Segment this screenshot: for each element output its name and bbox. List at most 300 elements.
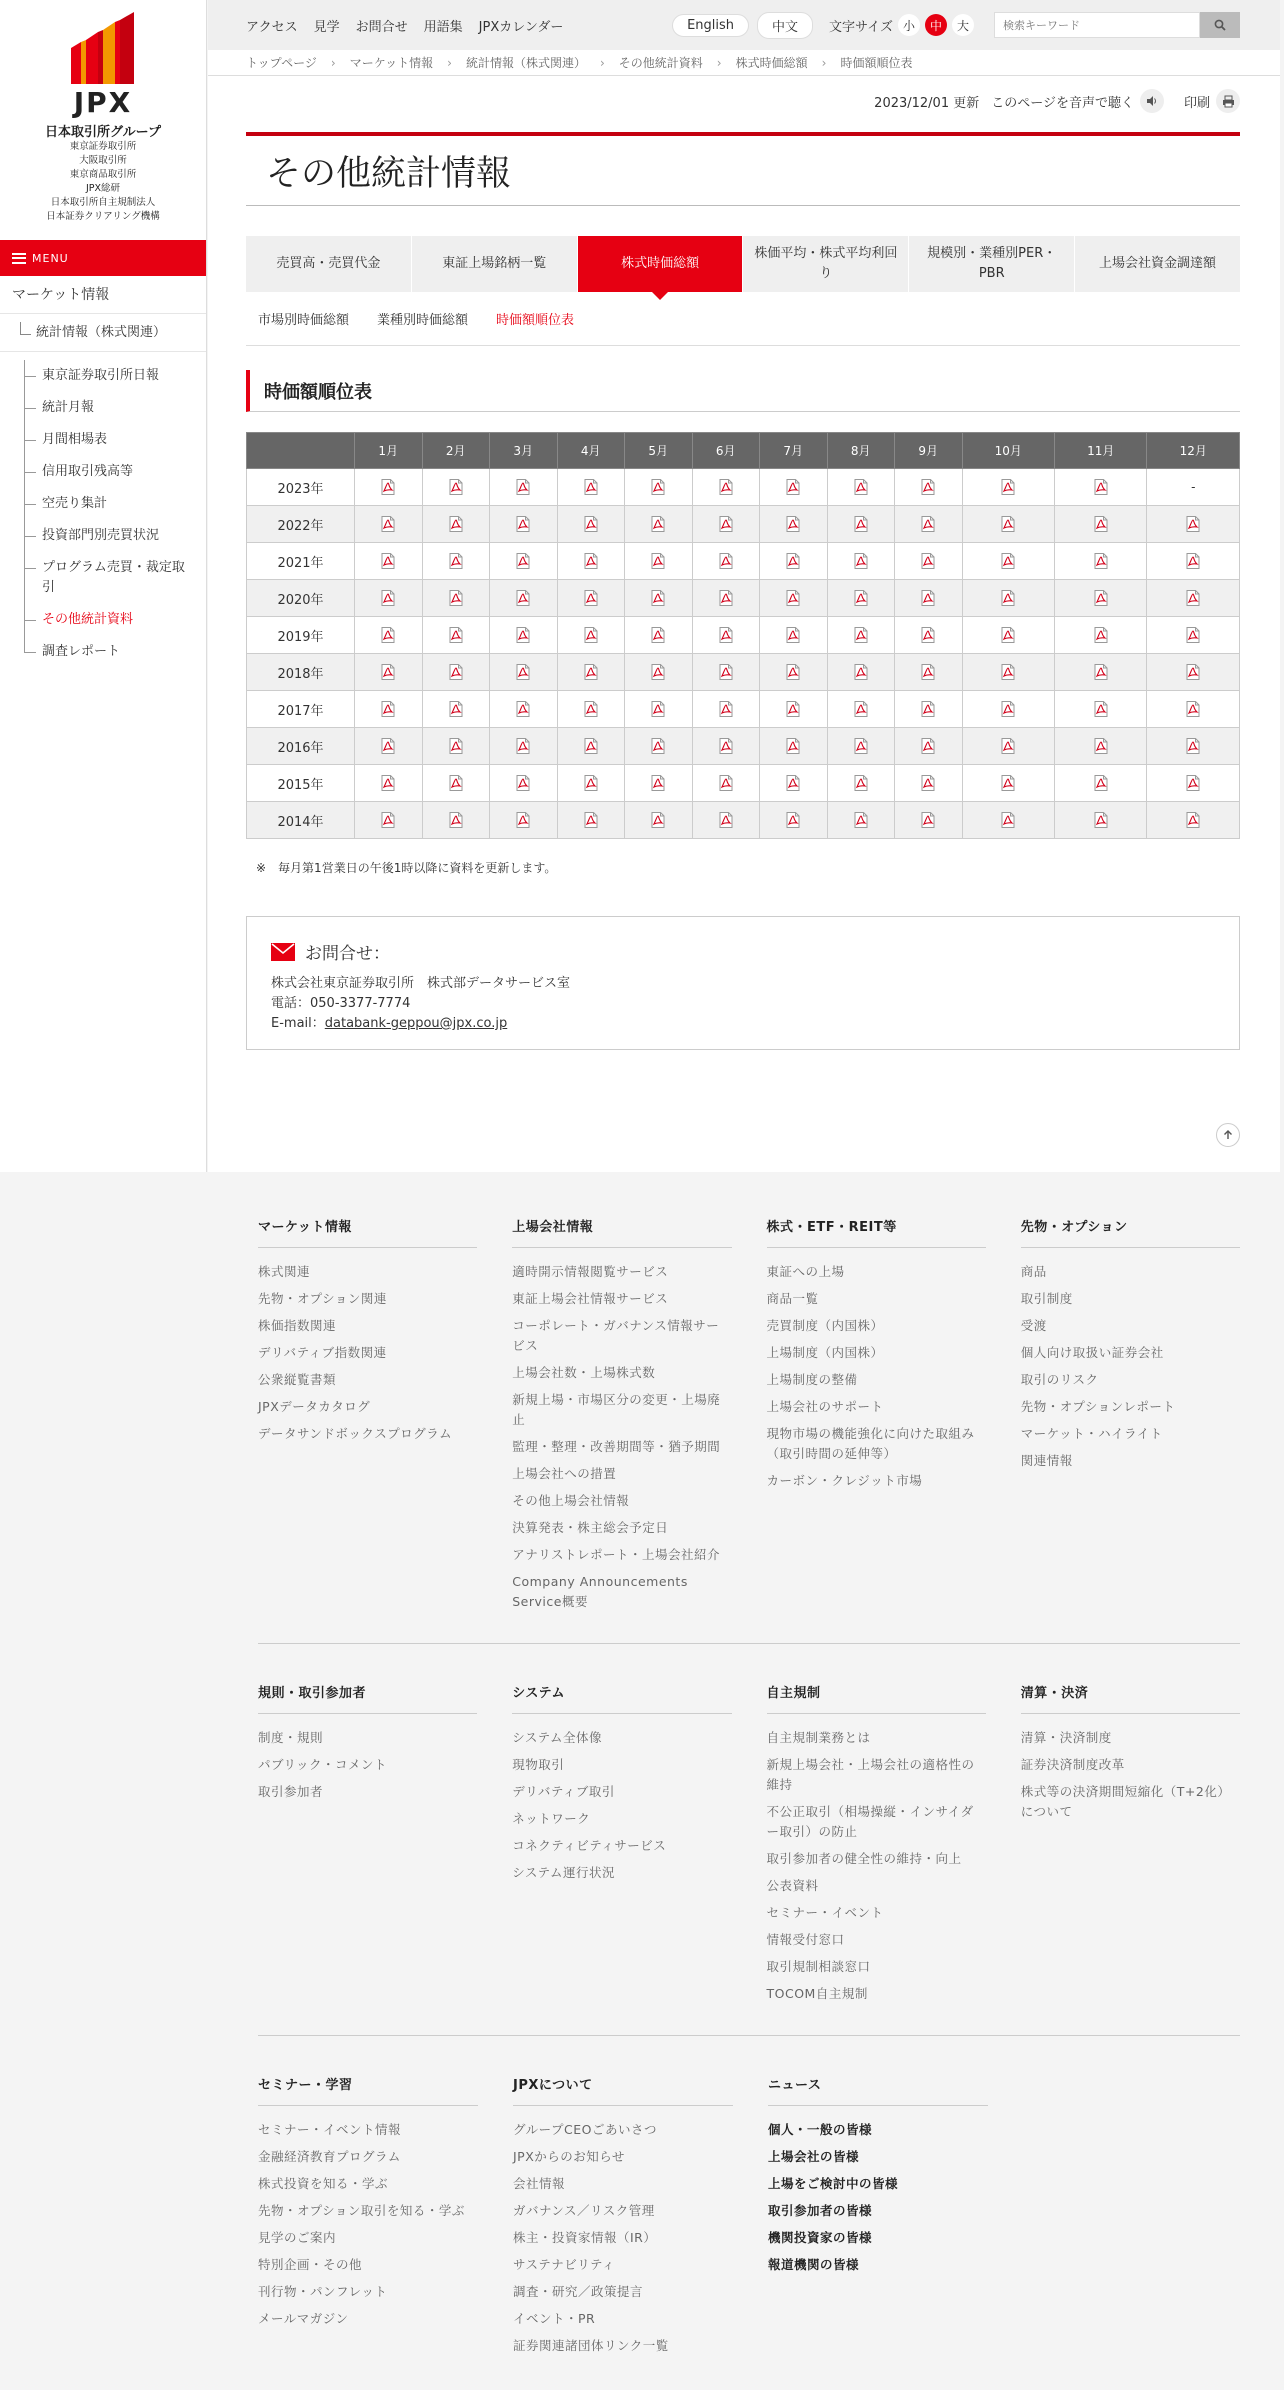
pdf-icon[interactable] xyxy=(1001,590,1015,606)
pdf-icon[interactable] xyxy=(651,590,665,606)
pdf-icon[interactable] xyxy=(719,812,733,828)
pdf-icon[interactable] xyxy=(449,553,463,569)
pdf-cell xyxy=(355,506,423,543)
footer-link[interactable]: 会社情報 xyxy=(513,2176,566,2191)
search-button[interactable] xyxy=(1200,12,1240,38)
table-row xyxy=(247,765,1240,802)
footer-link[interactable]: 取引参加者 xyxy=(258,1784,324,1799)
sub-tab[interactable]: 業種別時価総額 xyxy=(377,313,469,328)
pdf-icon[interactable] xyxy=(651,516,665,532)
pdf-icon[interactable] xyxy=(449,590,463,606)
footer-link[interactable]: 情報受付窓口 xyxy=(766,1932,845,1947)
pdf-icon[interactable] xyxy=(449,516,463,532)
pdf-cell xyxy=(490,617,558,654)
breadcrumb-item[interactable]: マーケット情報 xyxy=(349,56,434,70)
pdf-icon[interactable] xyxy=(786,627,800,643)
footer-link[interactable]: 上場制度の整備 xyxy=(766,1372,858,1387)
sub-tab[interactable]: 市場別時価総額 xyxy=(258,313,350,328)
contact-org: 株式会社東京証券取引所 株式部データサービス室 xyxy=(271,976,571,991)
pdf-icon[interactable] xyxy=(381,479,395,495)
footer-link[interactable]: システム全体像 xyxy=(512,1730,603,1745)
footer-link[interactable]: 株主・投資家情報（IR） xyxy=(513,2230,657,2245)
footer-heading[interactable]: 上場会社情報 xyxy=(512,1202,731,1248)
month-header: 8月 xyxy=(827,433,895,469)
pdf-icon[interactable] xyxy=(719,590,733,606)
speaker-icon[interactable] xyxy=(1140,89,1164,113)
printer-icon[interactable] xyxy=(1216,89,1240,113)
table-row xyxy=(247,543,1240,580)
side-nav-item-label: 投資部門別売買状況 xyxy=(42,528,160,543)
pdf-icon[interactable] xyxy=(1001,627,1015,643)
footer-link[interactable]: 商品一覧 xyxy=(766,1291,819,1306)
pdf-icon[interactable] xyxy=(584,775,598,791)
pdf-icon[interactable] xyxy=(584,479,598,495)
pdf-icon[interactable] xyxy=(381,516,395,532)
pdf-icon[interactable] xyxy=(516,553,530,569)
pdf-icon[interactable] xyxy=(381,701,395,717)
footer-link[interactable]: ガバナンス／リスク管理 xyxy=(513,2203,655,2218)
pdf-icon[interactable] xyxy=(719,516,733,532)
footer-heading[interactable]: ニュース xyxy=(768,2060,988,2106)
pdf-icon[interactable] xyxy=(1186,812,1200,828)
side-nav-item[interactable] xyxy=(0,360,206,392)
side-nav-item-label: 空売り集計 xyxy=(42,496,108,511)
pdf-icon[interactable] xyxy=(1001,479,1015,495)
pdf-icon[interactable] xyxy=(584,516,598,532)
pdf-icon[interactable] xyxy=(921,812,935,828)
footer-link[interactable]: 東証への上場 xyxy=(766,1264,845,1279)
footer-link[interactable]: 監理・整理・改善期間等・猶予期間 xyxy=(512,1439,721,1454)
pdf-icon[interactable] xyxy=(449,627,463,643)
side-nav-item-label: 東京証券取引所日報 xyxy=(42,368,160,383)
pdf-cell xyxy=(355,469,423,506)
footer-link[interactable]: 個人向け取扱い証券会社 xyxy=(1020,1345,1164,1360)
pdf-cell xyxy=(895,765,963,802)
footer-heading[interactable]: 規則・取引参加者 xyxy=(258,1668,477,1714)
side-nav-item[interactable] xyxy=(0,392,206,424)
pdf-icon[interactable] xyxy=(449,738,463,754)
footer-heading[interactable]: 自主規制 xyxy=(767,1668,986,1714)
pdf-icon[interactable] xyxy=(1094,775,1108,791)
footer-heading[interactable]: セミナー・学習 xyxy=(258,2060,478,2106)
pdf-cell xyxy=(760,617,828,654)
font-size-medium-button[interactable]: 中 xyxy=(925,14,947,36)
footer-link[interactable]: 決算発表・株主総会予定日 xyxy=(512,1520,669,1535)
pdf-icon[interactable] xyxy=(786,701,800,717)
back-to-top-button[interactable] xyxy=(1216,1123,1240,1147)
year-cell: 2020年 xyxy=(247,580,355,617)
pdf-icon[interactable] xyxy=(449,812,463,828)
footer-heading[interactable]: 清算・決済 xyxy=(1021,1668,1240,1714)
pdf-icon[interactable] xyxy=(1001,775,1015,791)
pdf-icon[interactable] xyxy=(921,627,935,643)
pdf-icon[interactable] xyxy=(1001,812,1015,828)
pdf-icon[interactable] xyxy=(1186,553,1200,569)
footer-link[interactable]: 証券決済制度改革 xyxy=(1020,1757,1125,1772)
category-tab[interactable]: 株式時価総額 xyxy=(578,236,743,292)
footer-link[interactable]: 調査・研究／政策提言 xyxy=(513,2284,644,2299)
pdf-icon[interactable] xyxy=(381,553,395,569)
month-header: 4月 xyxy=(557,433,625,469)
footer-link[interactable]: 上場会社のサポート xyxy=(766,1399,884,1414)
pdf-cell xyxy=(1054,617,1146,654)
footer-link[interactable]: 上場制度（内国株） xyxy=(766,1345,884,1360)
pdf-icon[interactable] xyxy=(1186,738,1200,754)
pdf-icon[interactable] xyxy=(1094,664,1108,680)
side-nav-subsection[interactable]: 統計情報（株式関連） xyxy=(0,314,206,352)
pdf-icon[interactable] xyxy=(516,590,530,606)
category-tab[interactable]: 規模別・業種別PER・PBR xyxy=(909,236,1074,292)
contact-heading-text: お問合せ： xyxy=(305,944,390,964)
breadcrumb-item[interactable]: 統計情報（株式関連） xyxy=(465,56,586,70)
footer-link[interactable]: 東証上場会社情報サービス xyxy=(512,1291,669,1306)
pdf-cell xyxy=(827,543,895,580)
footer-link[interactable]: 取引規制相談窓口 xyxy=(766,1959,871,1974)
pdf-icon[interactable] xyxy=(921,479,935,495)
footer-heading[interactable]: 先物・オプション xyxy=(1021,1202,1240,1248)
footer-link[interactable]: 特別企画・その他 xyxy=(258,2257,363,2272)
pdf-icon[interactable] xyxy=(854,738,868,754)
pdf-icon[interactable] xyxy=(921,775,935,791)
pdf-icon[interactable] xyxy=(719,775,733,791)
breadcrumb-item[interactable]: 株式時価総額 xyxy=(735,56,808,70)
footer-link[interactable]: 現物市場の機能強化に向けた取組み（取引時間の延伸等） xyxy=(766,1426,975,1461)
pdf-icon[interactable] xyxy=(1186,516,1200,532)
footer-link[interactable]: TOCOM自主規制 xyxy=(766,1986,868,2001)
pdf-icon[interactable] xyxy=(921,701,935,717)
category-tab[interactable]: 売買高・売買代金 xyxy=(246,236,411,292)
pdf-cell xyxy=(962,506,1054,543)
print-link[interactable]: 印刷 xyxy=(1183,95,1210,111)
pdf-icon[interactable] xyxy=(1001,553,1015,569)
pdf-icon[interactable] xyxy=(786,812,800,828)
pdf-icon[interactable] xyxy=(381,812,395,828)
pdf-icon[interactable] xyxy=(786,590,800,606)
pdf-cell xyxy=(1147,802,1240,839)
footer-link[interactable]: 上場をご検討中の皆様 xyxy=(768,2176,899,2191)
pdf-icon[interactable] xyxy=(1094,590,1108,606)
pdf-icon[interactable] xyxy=(516,627,530,643)
pdf-icon[interactable] xyxy=(449,664,463,680)
pdf-icon[interactable] xyxy=(854,516,868,532)
category-tab[interactable]: 東証上場銘柄一覧 xyxy=(412,236,577,292)
pdf-icon[interactable] xyxy=(651,738,665,754)
pdf-icon[interactable] xyxy=(584,738,598,754)
pdf-cell xyxy=(760,543,828,580)
footer-link[interactable]: 取引制度 xyxy=(1020,1291,1073,1306)
footer-column xyxy=(512,1668,731,2011)
utility-link[interactable]: JPXカレンダー xyxy=(478,19,564,35)
side-nav-item-label: 調査レポート xyxy=(42,644,121,659)
pdf-icon[interactable] xyxy=(1094,553,1108,569)
breadcrumb-item[interactable]: トップページ xyxy=(246,56,317,70)
no-data-mark: - xyxy=(1191,480,1196,494)
pdf-icon[interactable] xyxy=(854,664,868,680)
utility-link[interactable]: 用語集 xyxy=(423,19,463,35)
utility-link[interactable]: お問合せ xyxy=(355,19,408,35)
pdf-icon[interactable] xyxy=(786,775,800,791)
footer-link[interactable]: JPXデータカタログ xyxy=(258,1399,371,1414)
footer-link[interactable]: 上場会社の皆様 xyxy=(768,2149,860,2164)
pdf-icon[interactable] xyxy=(1186,590,1200,606)
pdf-cell xyxy=(1054,543,1146,580)
pdf-cell xyxy=(557,506,625,543)
pdf-icon[interactable] xyxy=(719,479,733,495)
footer-link[interactable]: 先物・オプション取引を知る・学ぶ xyxy=(258,2203,465,2218)
pdf-icon[interactable] xyxy=(1094,738,1108,754)
pdf-icon[interactable] xyxy=(516,479,530,495)
pdf-icon[interactable] xyxy=(651,479,665,495)
pdf-icon[interactable] xyxy=(786,479,800,495)
footer-link[interactable]: 制度・規則 xyxy=(258,1730,324,1745)
pdf-icon[interactable] xyxy=(449,775,463,791)
pdf-icon[interactable] xyxy=(1001,701,1015,717)
pdf-icon[interactable] xyxy=(921,553,935,569)
footer-link[interactable]: 取引参加者の皆様 xyxy=(768,2203,873,2218)
pdf-cell xyxy=(625,580,693,617)
pdf-icon[interactable] xyxy=(1094,479,1108,495)
jpx-logo[interactable] xyxy=(0,0,206,240)
footer-link[interactable]: 見学のご案内 xyxy=(258,2230,337,2245)
utility-link[interactable]: アクセス xyxy=(246,19,298,35)
pdf-icon[interactable] xyxy=(719,738,733,754)
sub-tab[interactable]: 時価額順位表 xyxy=(496,313,575,328)
font-size-small-button[interactable]: 小 xyxy=(898,14,920,36)
footer-link[interactable]: 株価指数関連 xyxy=(258,1318,337,1333)
pdf-icon[interactable] xyxy=(786,553,800,569)
footer-link[interactable]: カーボン・クレジット市場 xyxy=(766,1473,923,1488)
table-header-row xyxy=(247,433,1240,469)
pdf-icon[interactable] xyxy=(921,664,935,680)
pdf-icon[interactable] xyxy=(516,812,530,828)
footer-link[interactable]: 上場会社数・上場株式数 xyxy=(512,1365,656,1380)
pdf-icon[interactable] xyxy=(719,553,733,569)
pdf-icon[interactable] xyxy=(786,738,800,754)
side-nav-item[interactable] xyxy=(0,488,206,520)
pdf-cell xyxy=(490,654,558,691)
footer-link[interactable]: 株式投資を知る・学ぶ xyxy=(258,2176,389,2191)
footer-link[interactable]: 新規上場・市場区分の変更・上場廃止 xyxy=(512,1392,721,1427)
footer-link[interactable]: 報道機関の皆様 xyxy=(768,2257,860,2272)
footer-link[interactable]: 取引のリスク xyxy=(1020,1372,1099,1387)
footer-column xyxy=(768,2060,988,2363)
side-nav-item[interactable] xyxy=(0,424,206,456)
pdf-icon[interactable] xyxy=(786,516,800,532)
utility-link[interactable]: 見学 xyxy=(313,19,340,35)
footer-link[interactable]: 清算・決済制度 xyxy=(1020,1730,1112,1745)
footer-link[interactable]: 刊行物・パンフレット xyxy=(258,2284,388,2299)
footer-link[interactable]: メールマガジン xyxy=(258,2311,349,2326)
pdf-icon[interactable] xyxy=(1094,516,1108,532)
month-header: 10月 xyxy=(962,433,1054,469)
pdf-icon[interactable] xyxy=(516,738,530,754)
footer-link[interactable]: システム運行状況 xyxy=(512,1865,616,1880)
menu-button[interactable] xyxy=(0,240,206,276)
pdf-icon[interactable] xyxy=(719,627,733,643)
pdf-icon[interactable] xyxy=(651,664,665,680)
pdf-cell xyxy=(355,580,423,617)
footer-link[interactable]: 上場会社への措置 xyxy=(512,1466,617,1481)
pdf-icon[interactable] xyxy=(854,590,868,606)
pdf-icon[interactable] xyxy=(584,701,598,717)
contact-email-link[interactable]: databank-geppou@jpx.co.jp xyxy=(324,1016,508,1031)
footer-link[interactable]: 先物・オプション関連 xyxy=(258,1291,387,1306)
pdf-icon[interactable] xyxy=(1001,738,1015,754)
footer-link[interactable]: コネクティビティサービス xyxy=(512,1838,667,1853)
footer-link[interactable]: 商品 xyxy=(1020,1264,1047,1279)
footer-link[interactable]: JPXからのお知らせ xyxy=(513,2149,625,2164)
pdf-icon[interactable] xyxy=(651,627,665,643)
footer-link[interactable]: デリバティブ指数関連 xyxy=(258,1345,387,1360)
footer-link[interactable]: 新規上場会社・上場会社の適格性の維持 xyxy=(766,1757,975,1792)
footer-link[interactable]: Company Announcements Service概要 xyxy=(512,1574,688,1609)
pdf-icon[interactable] xyxy=(381,738,395,754)
pdf-icon[interactable] xyxy=(921,738,935,754)
pdf-icon[interactable] xyxy=(1094,701,1108,717)
pdf-icon[interactable] xyxy=(921,590,935,606)
pdf-cell xyxy=(1054,765,1146,802)
pdf-cell xyxy=(895,617,963,654)
side-nav-item[interactable] xyxy=(0,604,206,636)
pdf-icon[interactable] xyxy=(854,701,868,717)
pdf-cell xyxy=(1147,654,1240,691)
footer-link[interactable]: 取引参加者の健全性の維持・向上 xyxy=(766,1851,962,1866)
footer-link[interactable]: 公衆縦覧書類 xyxy=(258,1372,337,1387)
logo-group-name: 日本取引所グループ xyxy=(45,125,161,140)
footer-link[interactable]: サステナビリティ xyxy=(513,2257,616,2272)
pdf-icon[interactable] xyxy=(584,664,598,680)
pdf-icon[interactable] xyxy=(719,701,733,717)
pdf-icon[interactable] xyxy=(651,701,665,717)
logo-company: 日本取引所自主規制法人 xyxy=(50,197,156,208)
footer-link[interactable]: 金融経済教育プログラム xyxy=(258,2149,401,2164)
side-nav-item[interactable] xyxy=(0,552,206,604)
pdf-icon[interactable] xyxy=(1094,627,1108,643)
footer-link[interactable]: マーケット・ハイライト xyxy=(1020,1426,1163,1441)
category-tab[interactable]: 株価平均・株式平均利回り xyxy=(743,236,908,292)
footer-link[interactable]: 機関投資家の皆様 xyxy=(768,2230,873,2245)
footer-link[interactable]: セミナー・イベント xyxy=(766,1905,884,1920)
pdf-icon[interactable] xyxy=(381,590,395,606)
footer-link[interactable]: 先物・オプションレポート xyxy=(1020,1399,1176,1414)
pdf-cell xyxy=(422,506,490,543)
pdf-icon[interactable] xyxy=(381,664,395,680)
year-cell: 2014年 xyxy=(247,802,355,839)
footer-link[interactable]: デリバティブ取引 xyxy=(512,1784,615,1799)
footer-link[interactable]: 株式関連 xyxy=(258,1264,311,1279)
pdf-icon[interactable] xyxy=(584,553,598,569)
footer-link[interactable]: その他上場会社情報 xyxy=(512,1493,630,1508)
search-input[interactable] xyxy=(994,12,1200,38)
mail-icon xyxy=(271,943,295,961)
pdf-cell xyxy=(557,469,625,506)
pdf-cell xyxy=(1147,580,1240,617)
pdf-icon[interactable] xyxy=(1186,627,1200,643)
month-header: 5月 xyxy=(625,433,693,469)
footer-link[interactable]: ネットワーク xyxy=(512,1811,591,1826)
pdf-icon[interactable] xyxy=(584,590,598,606)
pdf-cell xyxy=(760,654,828,691)
table-row xyxy=(247,617,1240,654)
lang-english-button[interactable]: English xyxy=(672,14,749,37)
pdf-icon[interactable] xyxy=(516,701,530,717)
pdf-icon[interactable] xyxy=(449,701,463,717)
pdf-icon[interactable] xyxy=(921,516,935,532)
footer-link[interactable]: データサンドボックスプログラム xyxy=(258,1426,453,1441)
footer-link[interactable]: 受渡 xyxy=(1020,1318,1047,1333)
side-nav-item[interactable] xyxy=(0,520,206,552)
pdf-icon[interactable] xyxy=(651,812,665,828)
pdf-icon[interactable] xyxy=(786,664,800,680)
side-nav-section[interactable]: マーケット情報 xyxy=(0,276,206,314)
footer-link[interactable]: 自主規制業務とは xyxy=(766,1730,871,1745)
pdf-icon[interactable] xyxy=(449,479,463,495)
pdf-icon[interactable] xyxy=(1186,664,1200,680)
pdf-icon[interactable] xyxy=(1001,664,1015,680)
footer-link[interactable]: 個人・一般の皆様 xyxy=(768,2122,873,2137)
pdf-icon[interactable] xyxy=(854,812,868,828)
side-nav-item[interactable] xyxy=(0,456,206,488)
side-nav-item[interactable] xyxy=(0,636,206,668)
pdf-icon[interactable] xyxy=(651,553,665,569)
footer-link[interactable]: 適時開示情報閲覧サービス xyxy=(512,1264,669,1279)
pdf-icon[interactable] xyxy=(1186,775,1200,791)
footer-link[interactable]: イベント・PR xyxy=(513,2311,596,2326)
footer-link[interactable]: コーポレート・ガバナンス情報サービス xyxy=(512,1318,720,1353)
pdf-icon[interactable] xyxy=(854,479,868,495)
footer-link[interactable]: 株式等の決済期間短縮化（T+2化）について xyxy=(1020,1784,1231,1819)
listen-link[interactable]: このページを音声で聴く xyxy=(991,95,1134,111)
footer-link[interactable]: アナリストレポート・上場会社紹介 xyxy=(512,1547,721,1562)
footer-link[interactable]: 公表資料 xyxy=(766,1878,819,1893)
pdf-icon[interactable] xyxy=(516,775,530,791)
pdf-icon[interactable] xyxy=(516,664,530,680)
footer-heading[interactable]: マーケット情報 xyxy=(258,1202,477,1248)
pdf-icon[interactable] xyxy=(1094,812,1108,828)
pdf-icon[interactable] xyxy=(516,516,530,532)
lang-chinese-button[interactable]: 中文 xyxy=(757,12,813,39)
pdf-cell xyxy=(692,654,760,691)
footer-link[interactable]: グループCEOごあいさつ xyxy=(513,2122,657,2137)
font-size-large-button[interactable]: 大 xyxy=(952,14,974,36)
pdf-icon[interactable] xyxy=(854,775,868,791)
footer-link[interactable]: 関連情報 xyxy=(1020,1453,1073,1468)
year-cell: 2023年 xyxy=(247,469,355,506)
pdf-icon[interactable] xyxy=(719,664,733,680)
pdf-icon[interactable] xyxy=(381,775,395,791)
footer-link[interactable]: 不公正取引（相場操縦・インサイダー取引）の防止 xyxy=(766,1804,974,1839)
footer-link[interactable]: セミナー・イベント情報 xyxy=(258,2122,402,2137)
category-tab[interactable]: 上場会社資金調達額 xyxy=(1075,236,1240,292)
pdf-icon[interactable] xyxy=(1001,516,1015,532)
footer-heading[interactable]: JPXについて xyxy=(513,2060,733,2106)
pdf-icon[interactable] xyxy=(584,812,598,828)
pdf-icon[interactable] xyxy=(584,627,598,643)
breadcrumb-item[interactable]: その他統計資料 xyxy=(618,56,703,70)
pdf-icon[interactable] xyxy=(854,627,868,643)
footer-heading[interactable]: システム xyxy=(512,1668,731,1714)
footer-link[interactable]: パブリック・コメント xyxy=(258,1757,388,1772)
pdf-icon[interactable] xyxy=(854,553,868,569)
pdf-icon[interactable] xyxy=(651,775,665,791)
pdf-icon[interactable] xyxy=(1186,701,1200,717)
pdf-icon[interactable] xyxy=(381,627,395,643)
footer-link[interactable]: 現物取引 xyxy=(512,1757,565,1772)
footer-link[interactable]: 証券関連諸団体リンク一覧 xyxy=(513,2338,669,2353)
footer-heading[interactable]: 株式・ETF・REIT等 xyxy=(767,1202,986,1248)
language-switcher xyxy=(672,12,821,39)
footer-link[interactable]: 売買制度（内国株） xyxy=(766,1318,884,1333)
